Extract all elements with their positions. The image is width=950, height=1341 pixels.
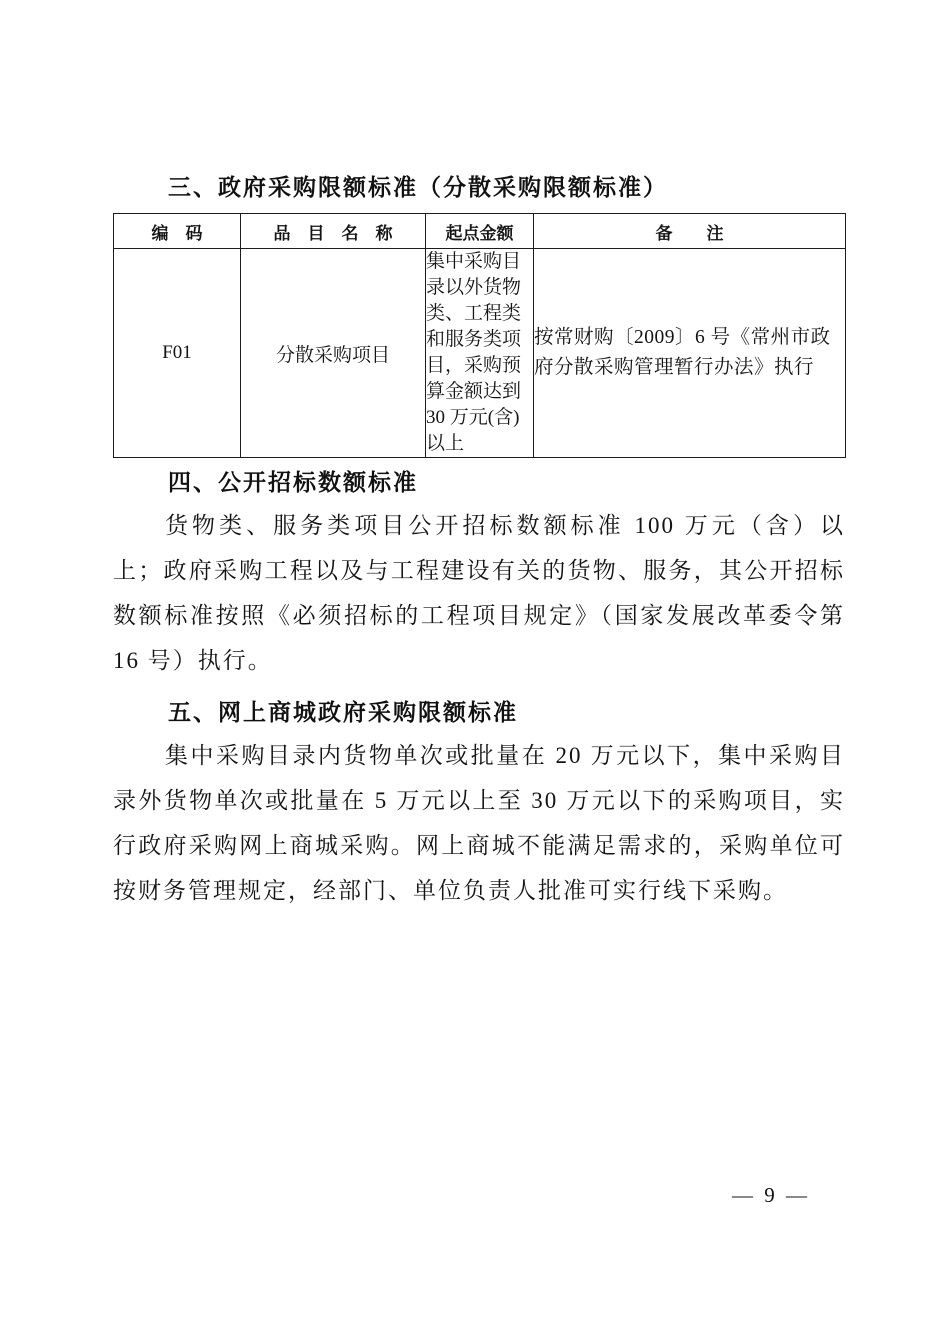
table-header-row xyxy=(114,214,846,249)
section-4-paragraph: 货物类、服务类项目公开招标数额标准 100 万元（含）以上；政府采购工程以及与工程建设有关的货物、服务，其公开招标数额标准按照《必须招标的工程项目规定》（国家发展改革委令第 16 号）执行。 xyxy=(113,513,845,673)
cell-item-name: 分散采购项目 xyxy=(241,249,426,458)
section-5-paragraph: 集中采购目录内货物单次或批量在 20 万元以下，集中采购目录外货物单次或批量在 5 万元以上至 30 万元以下的采购项目，实行政府采购网上商城采购。网上商城不能满足需求的，采购单位可按财务管理规定，经部门、单位负责人批准可实行线下采购。 xyxy=(113,743,845,903)
section-4-heading-text: 四、公开招标数额标准 xyxy=(168,469,418,495)
col-header-item-name: 品 目 名 称 xyxy=(241,214,426,249)
cell-threshold: 集中采购目录以外货物类、工程类和服务类项目，采购预算金额达到 30 万元(含)以上 xyxy=(426,249,534,458)
section-5-heading-text: 五、网上商城政府采购限额标准 xyxy=(168,699,518,725)
section-3-heading-text: 三、政府采购限额标准（分散采购限额标准） xyxy=(168,174,668,200)
section-3-heading xyxy=(113,172,845,202)
cell-remark: 按常财购〔2009〕6 号《常州市政府分散采购管理暂行办法》执行 xyxy=(534,249,846,458)
table-row xyxy=(114,249,846,458)
col-header-threshold: 起点金额 xyxy=(426,214,534,249)
procurement-quota-table xyxy=(113,213,846,458)
col-header-remark: 备 注 xyxy=(534,214,846,249)
section-5-heading xyxy=(113,697,845,727)
page-number: — 9 — xyxy=(732,1183,810,1207)
col-header-code: 编 码 xyxy=(114,214,241,249)
cell-code: F01 xyxy=(114,249,241,458)
section-4-heading xyxy=(113,467,845,497)
